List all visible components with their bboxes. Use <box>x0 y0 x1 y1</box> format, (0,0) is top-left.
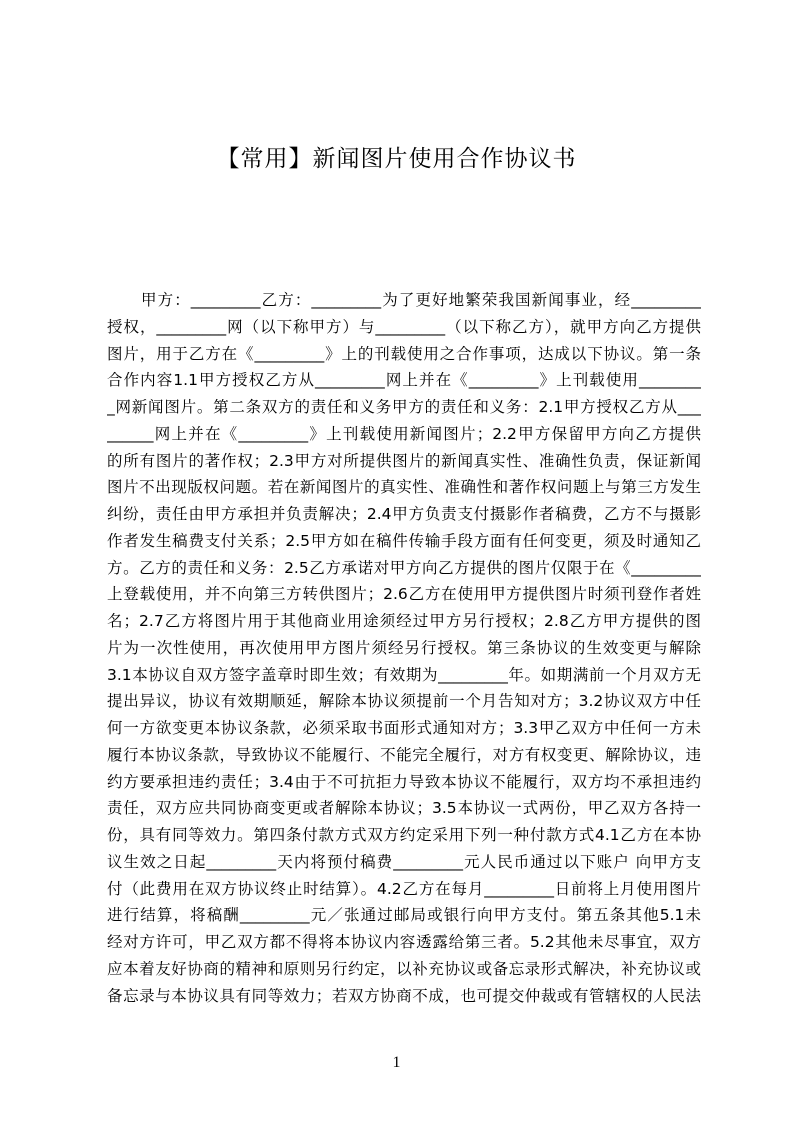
body-text-line: 提出异议，协议有效期顺延，解除本协议须提前一个月告知对方；3.2协议双方中任 <box>107 692 701 711</box>
body-text-line: 进行结算，将稿酬_________元／张通过邮局或银行向甲方支付。第五条其他5.1未 <box>107 906 701 925</box>
body-text-line: 图片，用于乙方在《_________》上的刊载使用之合作事项，达成以下协议。第一条 <box>107 344 701 363</box>
body-text-line: 议生效之日起_________天内将预付稿费_________元人民币通过以下账户 向甲方支 <box>107 852 701 871</box>
body-text-line: 约方要承担违约责任；3.4由于不可抗拒力导致本协议不能履行，双方均不承担违约 <box>107 772 701 791</box>
body-text-line: 作者发生稿费支付关系；2.5甲方如在稿件传输手段方面有任何变更，须及时通知乙 <box>107 531 701 550</box>
body-text-line: 纠纷，责任由甲方承担并负责解决；2.4甲方负责支付摄影作者稿费，乙方不与摄影 <box>107 505 701 523</box>
body-text-line: 图片不出现版权问题。若在新闻图片的真实性、准确性和著作权问题上与第三方发生 <box>107 478 701 497</box>
body-text-line: 合作内容1.1甲方授权乙方从_________网上并在《_________》上刊载使用________ <box>107 371 701 390</box>
body-text-line: 何一方欲变更本协议条款，必须采取书面形式通知对方；3.3甲乙双方中任何一方未 <box>107 719 701 737</box>
body-text-line: 的所有图片的著作权；2.3甲方对所提供图片的新闻真实性、准确性负责，保证新闻 <box>107 451 701 470</box>
body-text-line: ______网上并在《_________》上刊载使用新闻图片；2.2甲方保留甲方向乙方提供 <box>107 424 701 443</box>
page-number: 1 <box>392 1054 401 1071</box>
body-text-line: 责任，双方应共同协商变更或者解除本协议；3.5本协议一式两份，甲乙双方各持一 <box>107 799 701 818</box>
document-body <box>107 287 701 1009</box>
body-text-line: 经对方许可，甲乙双方都不得将本协议内容透露给第三者。5.2其他未尽事宜，双方 <box>107 933 701 951</box>
body-text-line: 甲方：_________乙方：_________为了更好地繁荣我国新闻事业，经_________ <box>141 291 701 309</box>
body-text-line: 履行本协议条款，导致协议不能履行、不能完全履行，对方有权变更、解除协议，违 <box>107 745 701 764</box>
body-text-line: 应本着友好协商的精神和原则另行约定，以补充协议或备忘录形式解决，补充协议或 <box>107 959 701 978</box>
body-text-line: 授权，_________网（以下称甲方）与_________（以下称乙方），就甲方向乙方提供 <box>107 317 701 336</box>
document-title: 【常用】新闻图片使用合作协议书 <box>216 146 577 172</box>
body-text-line: 名；2.7乙方将图片用于其他商业用途须经过甲方另行授权；2.8乙方甲方提供的图 <box>107 612 701 630</box>
body-text-line: 上登载使用，并不向第三方转供图片；2.6乙方在使用甲方提供图片时须刊登作者姓 <box>107 585 701 604</box>
body-text-line: _网新闻图片。第二条双方的责任和义务甲方的责任和义务：2.1甲方授权乙方从___ <box>107 398 701 416</box>
body-text-line: 份，具有同等效力。第四条付款方式双方约定采用下列一种付款方式4.1乙方在本协 <box>107 826 701 844</box>
body-text-line: 付（此费用在双方协议终止时结算）。4.2乙方在每月_________日前将上月使用图片 <box>107 879 701 898</box>
body-text-line: 备忘录与本协议具有同等效力；若双方协商不成，也可提交仲裁或有管辖权的人民法 <box>107 986 701 1005</box>
body-text-line: 3.1本协议自双方签字盖章时即生效；有效期为_________年。如期满前一个月双方无 <box>107 665 701 684</box>
body-text-line: 片为一次性使用，再次使用甲方图片须经另行授权。第三条协议的生效变更与解除 <box>107 638 701 657</box>
body-text-line: 方。乙方的责任和义务：2.5乙方承诺对甲方向乙方提供的图片仅限于在《_________ <box>107 558 701 577</box>
